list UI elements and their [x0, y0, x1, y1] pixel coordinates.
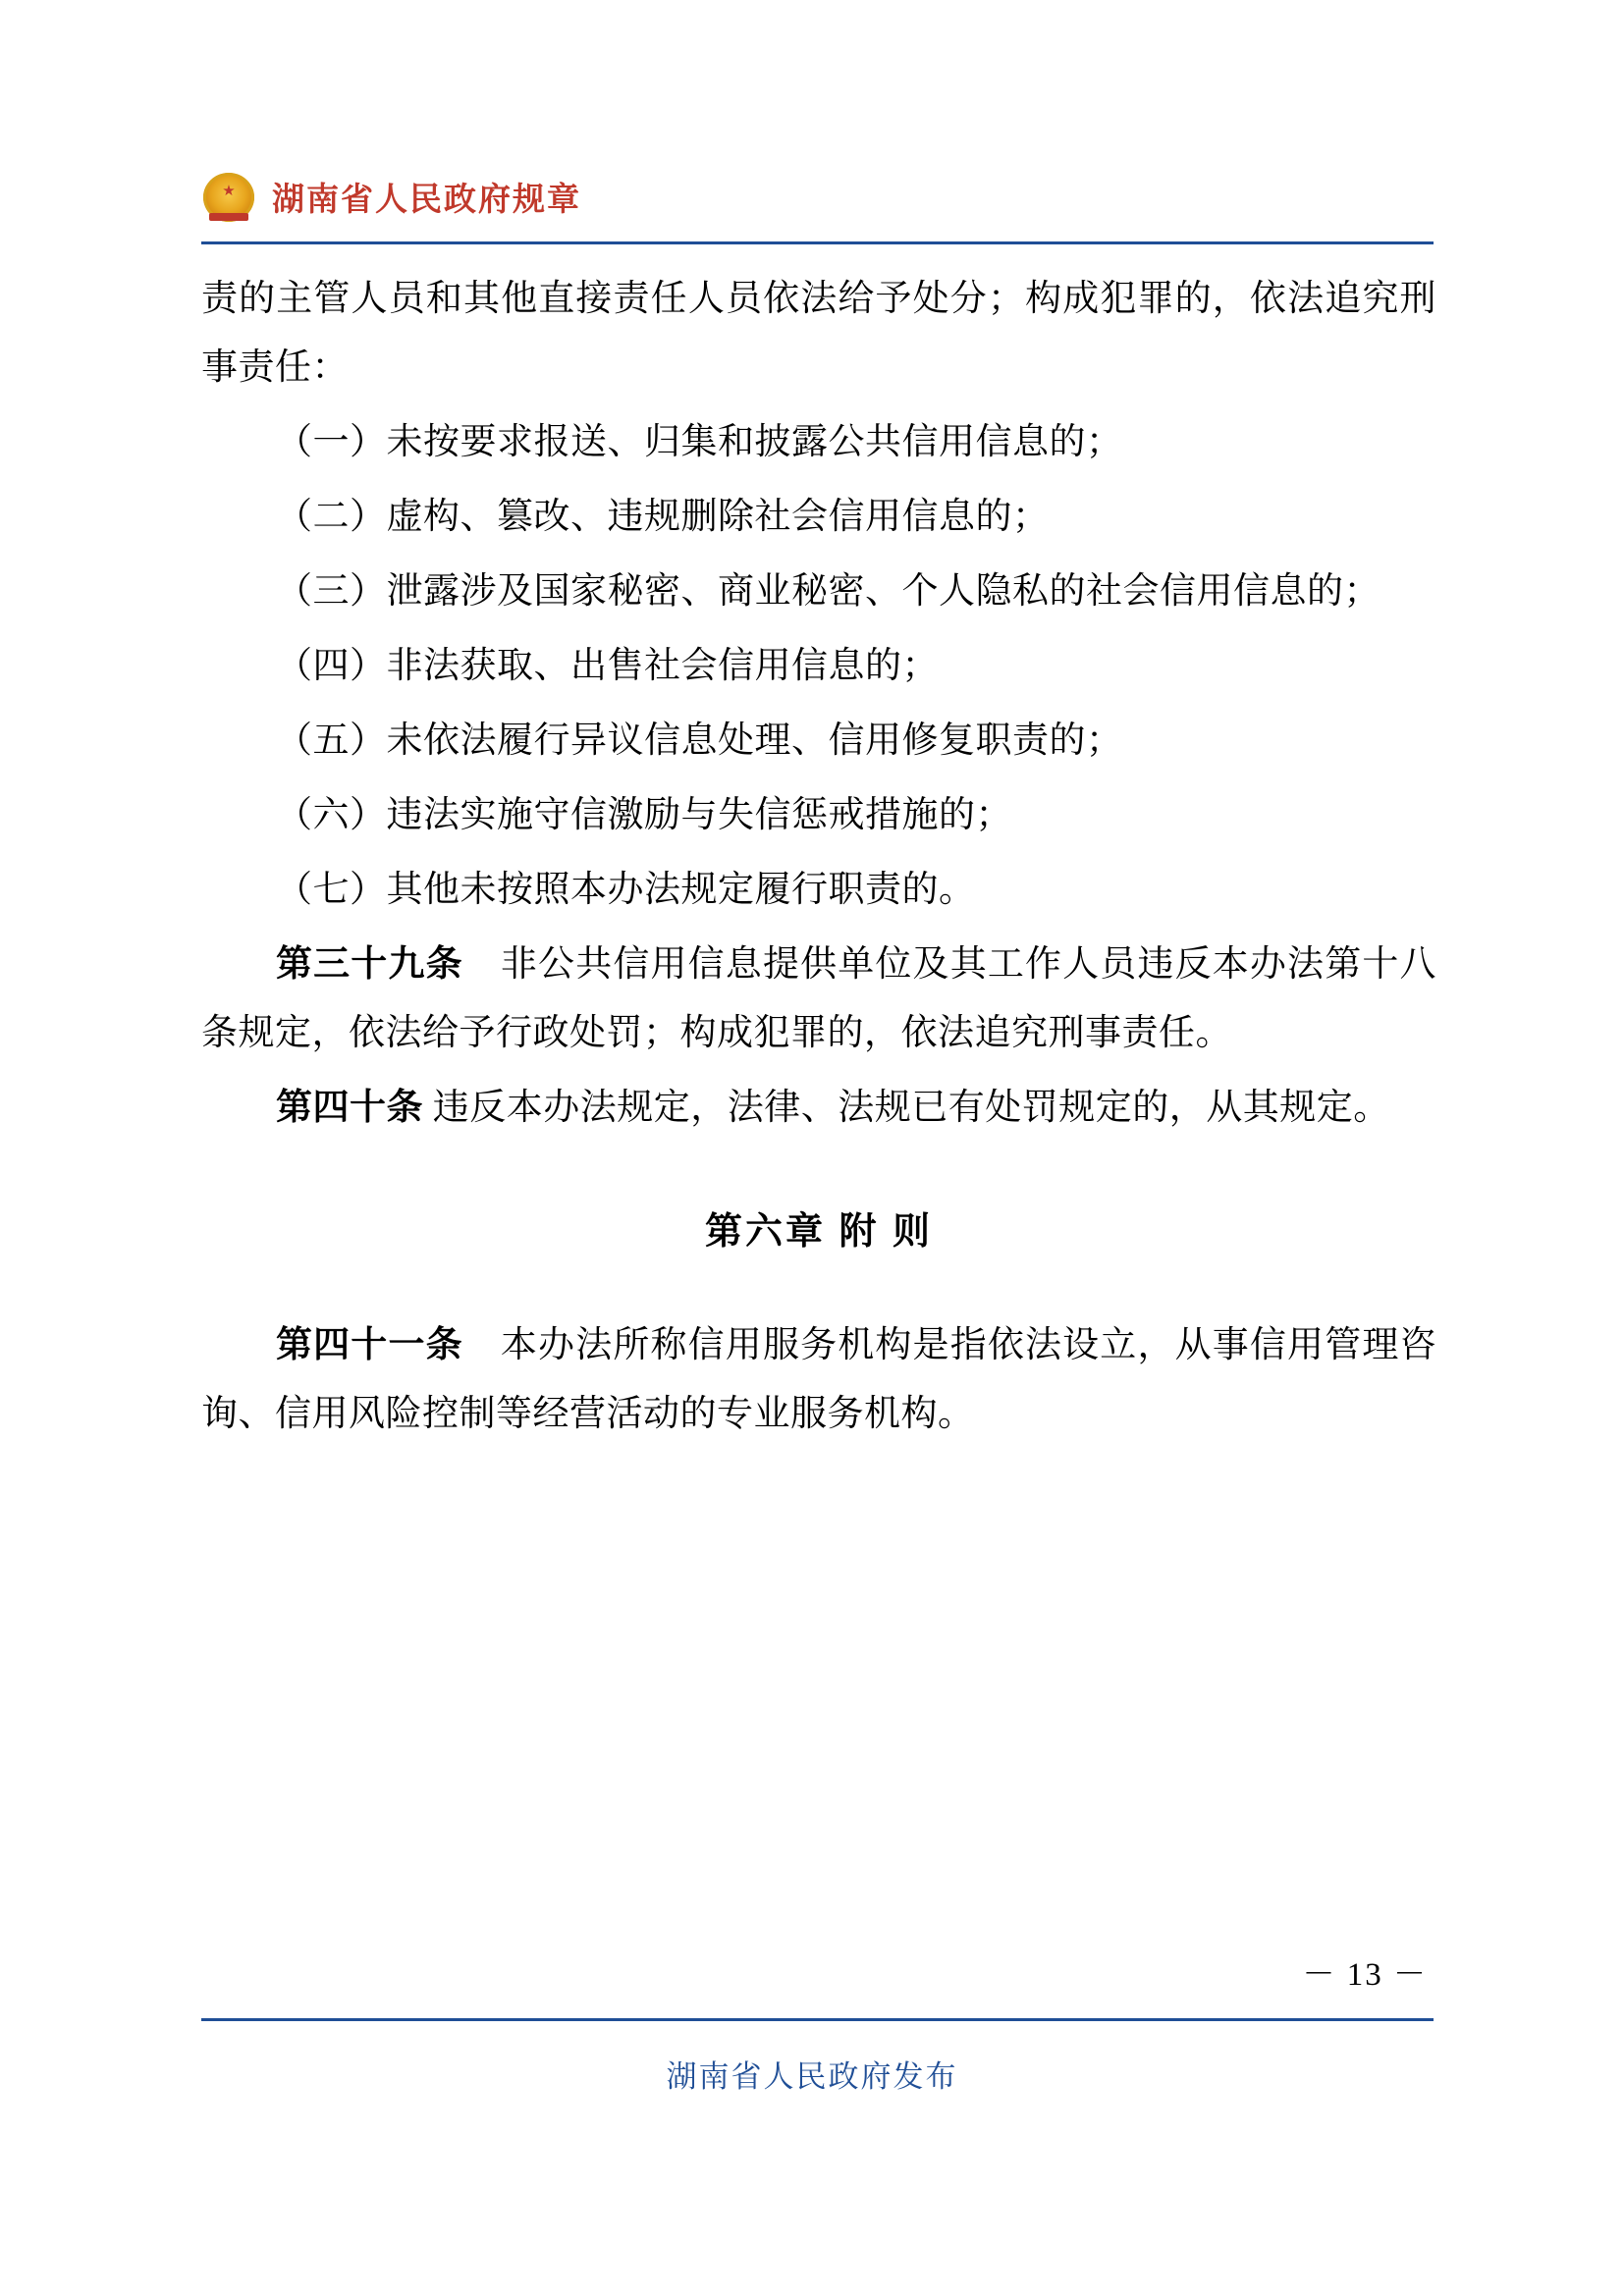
national-emblem-icon: ★ [201, 169, 256, 224]
paragraph-continuation: 责的主管人员和其他直接责任人员依法给予处分；构成犯罪的，依法追究刑事责任： [201, 279, 1436, 388]
spacer [201, 1148, 1436, 1198]
article-41-text: 本办法所称信用服务机构是指依法设立，从事信用管理咨询、信用风险控制等经营活动的专业服务机构。 [201, 1325, 1436, 1434]
chapter-heading: 第六章 附 则 [704, 1211, 934, 1253]
article-41 [201, 1311, 1436, 1449]
spacer [201, 1266, 1436, 1311]
article-39-label: 第三十九条 [276, 944, 463, 985]
header-title: 湖南省人民政府规章 [272, 180, 581, 217]
footer-divider [201, 2018, 1434, 2021]
document-body [201, 265, 1436, 1455]
article-39 [201, 931, 1436, 1068]
article-39-text: 非公共信用信息提供单位及其工作人员违反本办法第十八条规定，依法给予行政处罚；构成犯罪的，依法追究刑事责任。 [201, 944, 1436, 1053]
list-item: （四）非法获取、出售社会信用信息的； [276, 646, 939, 686]
list-item: （三）泄露涉及国家秘密、商业秘密、个人隐私的社会信用信息的； [276, 571, 1380, 612]
list-item: （五）未依法履行异议信息处理、信用修复职责的； [276, 721, 1123, 761]
header-divider [201, 241, 1434, 244]
page-number: － 13 － [1302, 1957, 1428, 1993]
article-40 [201, 1074, 1436, 1143]
document-header [201, 157, 1438, 236]
article-40-label: 第四十条 [276, 1088, 423, 1128]
article-41-label: 第四十一条 [276, 1325, 463, 1365]
publisher-note: 湖南省人民政府发布 [666, 2059, 958, 2094]
list-item: （一）未按要求报送、归集和披露公共信用信息的； [276, 422, 1123, 462]
list-item: （二）虚构、篡改、违规删除社会信用信息的； [276, 497, 1050, 537]
list-item: （六）违法实施守信激励与失信惩戒措施的； [276, 795, 1012, 835]
list-item: （七）其他未按照本办法规定履行职责的。 [276, 870, 976, 910]
article-40-text: 违反本办法规定，法律、法规已有处罚规定的，从其规定。 [423, 1088, 1390, 1128]
